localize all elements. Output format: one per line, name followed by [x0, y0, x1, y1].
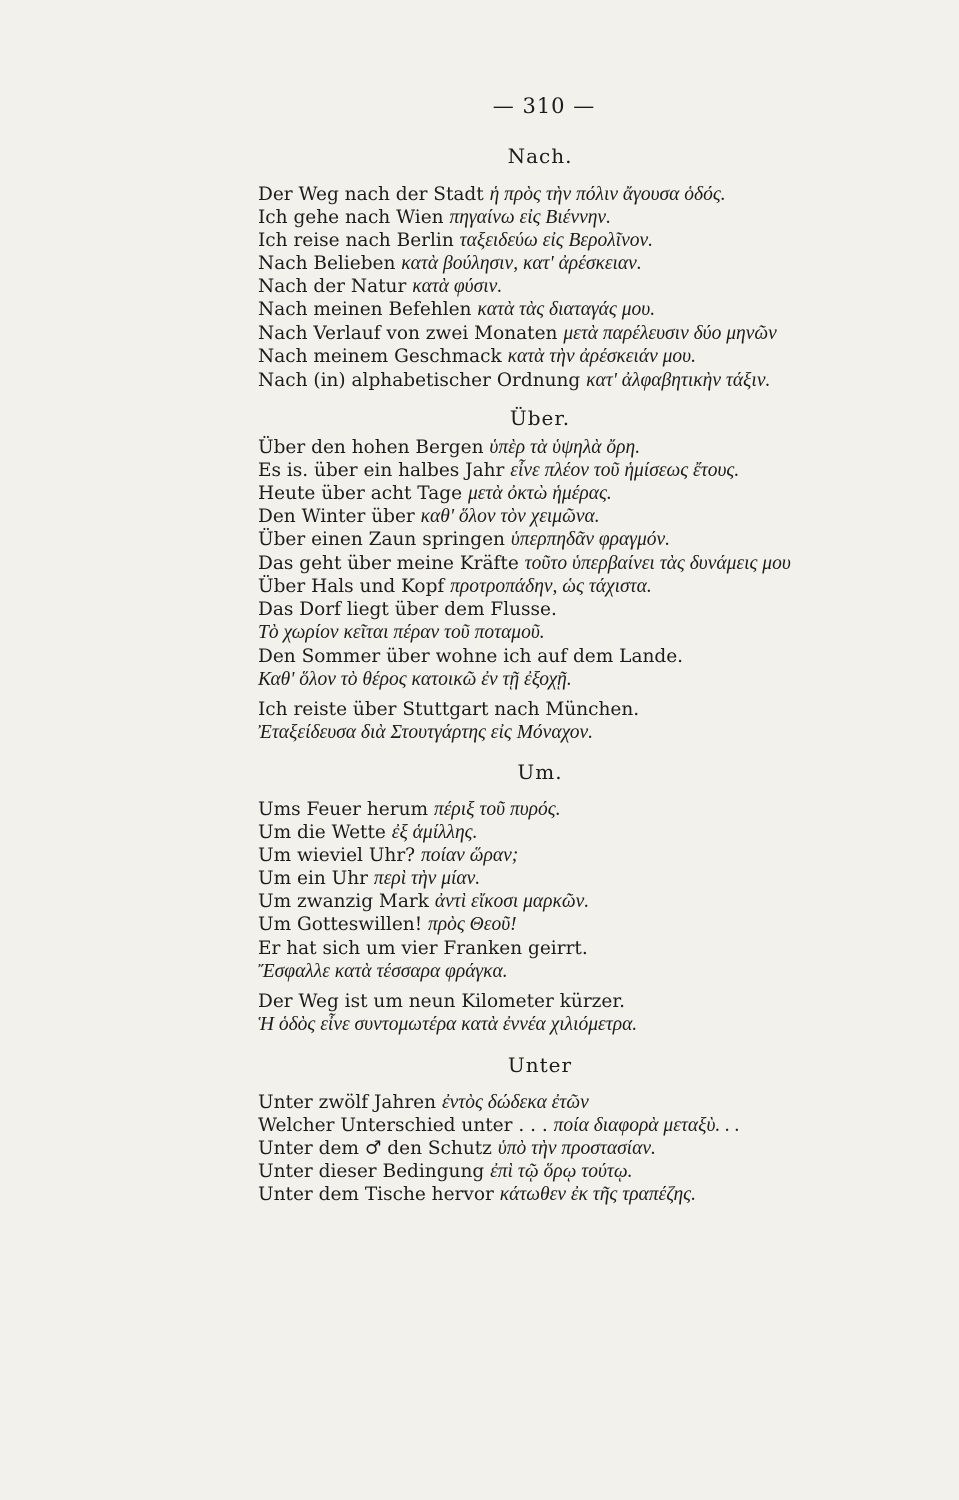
german-phrase: Den Sommer über wohne ich auf dem Lande. [258, 646, 684, 667]
german-phrase: Den Winter über [258, 506, 415, 527]
section-heading-nach: Nach. [507, 144, 573, 168]
entry-line [258, 275, 898, 299]
german-phrase: Der Weg ist um neun Kilometer kürzer. [258, 991, 626, 1012]
entry-line [258, 1183, 898, 1207]
entry-line [258, 913, 898, 937]
german-phrase: Heute über acht Tage [258, 483, 463, 504]
greek-translation: μετὰ ὀκτὼ ἡμέρας. [467, 483, 612, 504]
greek-translation: κάτωθεν ἐκ τῆς τραπέζης. [499, 1184, 696, 1205]
entry-line [258, 229, 898, 253]
german-phrase: Unter zwölf Jahren [258, 1092, 437, 1113]
german-phrase: Nach meinem Geschmack [258, 346, 502, 367]
entry-line [258, 698, 898, 722]
entry-line [258, 505, 898, 529]
german-phrase: Über Hals und Kopf [258, 576, 445, 597]
greek-translation: ὑπερπηδᾶν φραγμόν. [510, 529, 671, 550]
entry-line [258, 1091, 898, 1115]
german-phrase: Um Gotteswillen! [258, 914, 423, 935]
german-phrase: Ich gehe nach Wien [258, 207, 444, 228]
entry-line [258, 345, 898, 369]
german-phrase: Unter dem Tische hervor [258, 1184, 494, 1205]
german-phrase: Nach Belieben [258, 253, 396, 274]
entry-line [258, 482, 898, 506]
entry-line [258, 990, 898, 1014]
entry-line [258, 668, 898, 692]
german-phrase: Welcher Unterschied unter . . . [258, 1115, 548, 1136]
greek-translation: ὑπὸ τὴν προστασίαν. [497, 1138, 656, 1159]
entry-line [258, 528, 898, 552]
german-phrase: Über einen Zaun springen [258, 529, 505, 550]
german-phrase: Das geht über meine Kräfte [258, 553, 519, 574]
greek-translation: Ἡ ὁδὸς εἶνε συντομωτέρα κατὰ ἐννέα χιλιόμετρα. [258, 1014, 638, 1035]
entry-line [258, 1114, 898, 1138]
german-phrase: Nach meinen Befehlen [258, 299, 472, 320]
german-phrase: Das Dorf liegt über dem Flusse. [258, 599, 557, 620]
entry-line [258, 1013, 898, 1037]
entry-line [258, 1137, 898, 1161]
german-phrase: Über den hohen Bergen [258, 437, 484, 458]
entry-line [258, 867, 898, 891]
greek-translation: πρὸς Θεοῦ! [428, 914, 517, 935]
greek-translation: Τὸ χωρίον κεῖται πέραν τοῦ ποταμοῦ. [258, 622, 545, 643]
german-phrase: Ich reiste über Stuttgart nach München. [258, 699, 640, 720]
entry-line [258, 436, 898, 460]
german-phrase: Um ein Uhr [258, 868, 369, 889]
german-phrase: Unter dieser Bedingung [258, 1161, 485, 1182]
greek-translation: μετὰ παρέλευσιν δύο μηνῶν [563, 323, 777, 344]
german-phrase: Er hat sich um vier Franken geirrt. [258, 938, 588, 959]
greek-translation: πηγαίνω εἰς Βιέννην. [449, 207, 611, 228]
section-heading-um: Um. [517, 760, 563, 784]
entry-line [258, 206, 898, 230]
greek-translation: τοῦτο ὑπερβαίνει τὰς δυνάμεις μου [524, 553, 791, 574]
entry-line [258, 960, 898, 984]
german-phrase: Ich reise nach Berlin [258, 230, 454, 251]
greek-translation: Καθ' ὅλον τὸ θέρος κατοικῶ ἐν τῇ ἐξοχῇ. [258, 669, 572, 690]
greek-translation: προτροπάδην, ὡς τάχιστα. [450, 576, 652, 597]
german-phrase: Unter dem ♂ den Schutz [258, 1138, 492, 1159]
german-phrase: Nach Verlauf von zwei Monaten [258, 323, 558, 344]
greek-translation: ὑπὲρ τὰ ὑψηλὰ ὄρη. [489, 437, 641, 458]
german-phrase: Nach der Natur [258, 276, 407, 297]
greek-translation: ἐξ ἁμίλλης. [391, 822, 478, 843]
entry-line [258, 183, 898, 207]
entry-line [258, 721, 898, 745]
german-phrase: Um zwanzig Mark [258, 891, 429, 912]
section-heading-unter: Unter [507, 1053, 573, 1077]
entry-line [258, 322, 898, 346]
greek-translation: καθ' ὅλον τὸν χειμῶνα. [420, 506, 600, 527]
greek-translation: κατὰ τὴν ἀρέσκειάν μου. [507, 346, 696, 367]
entry-line [258, 598, 898, 622]
entry-line [258, 552, 898, 576]
german-phrase: Der Weg nach der Stadt [258, 184, 484, 205]
greek-translation: ἐντὸς δώδεκα ἐτῶν [441, 1092, 589, 1113]
greek-translation: περὶ τὴν μίαν. [373, 868, 481, 889]
entry-line [258, 459, 898, 483]
greek-translation: ἐπὶ τῷ ὅρῳ τούτῳ. [490, 1161, 633, 1182]
german-phrase: Nach (in) alphabetischer Ordnung [258, 370, 581, 391]
entry-line [258, 844, 898, 868]
greek-translation: Ἐταξείδευσα διὰ Στουτγάρτης εἰς Μόναχον. [258, 722, 594, 743]
entry-line [258, 821, 898, 845]
entry-line [258, 890, 898, 914]
greek-translation: εἶνε πλέον τοῦ ἡμίσεως ἔτους. [510, 460, 740, 481]
greek-translation: ποία διαφορὰ μεταξὺ. . . [553, 1115, 740, 1136]
greek-translation: ποίαν ὥραν; [421, 845, 519, 866]
greek-translation: κατ' ἀλφαβητικὴν τάξιν. [586, 370, 771, 391]
entry-line [258, 645, 898, 669]
entry-line [258, 798, 898, 822]
section-heading-ueber: Über. [509, 406, 571, 430]
entry-line [258, 252, 898, 276]
greek-translation: κατὰ τὰς διαταγάς μου. [477, 299, 656, 320]
entry-line [258, 1160, 898, 1184]
greek-translation: ἡ πρὸς τὴν πόλιν ἄγουσα ὁδός. [489, 184, 726, 205]
greek-translation: ταξειδεύω εἰς Βερολῖνον. [459, 230, 654, 251]
greek-translation: Ἔσφαλλε κατὰ τέσσαρα φράγκα. [258, 961, 508, 982]
greek-translation: κατὰ φύσιν. [412, 276, 503, 297]
greek-translation: πέριξ τοῦ πυρός. [433, 799, 561, 820]
entry-line [258, 298, 898, 322]
german-phrase: Es is. über ein halbes Jahr [258, 460, 505, 481]
page-number: — 310 — [492, 94, 596, 118]
german-phrase: Um wieviel Uhr? [258, 845, 416, 866]
entry-line [258, 937, 898, 961]
entry-line [258, 575, 898, 599]
entry-line [258, 369, 898, 393]
greek-translation: κατὰ βούλησιν, κατ' ἀρέσκειαν. [401, 253, 642, 274]
german-phrase: Um die Wette [258, 822, 386, 843]
german-phrase: Ums Feuer herum [258, 799, 429, 820]
entry-line [258, 621, 898, 645]
greek-translation: ἀντὶ εἴκοσι μαρκῶν. [434, 891, 590, 912]
